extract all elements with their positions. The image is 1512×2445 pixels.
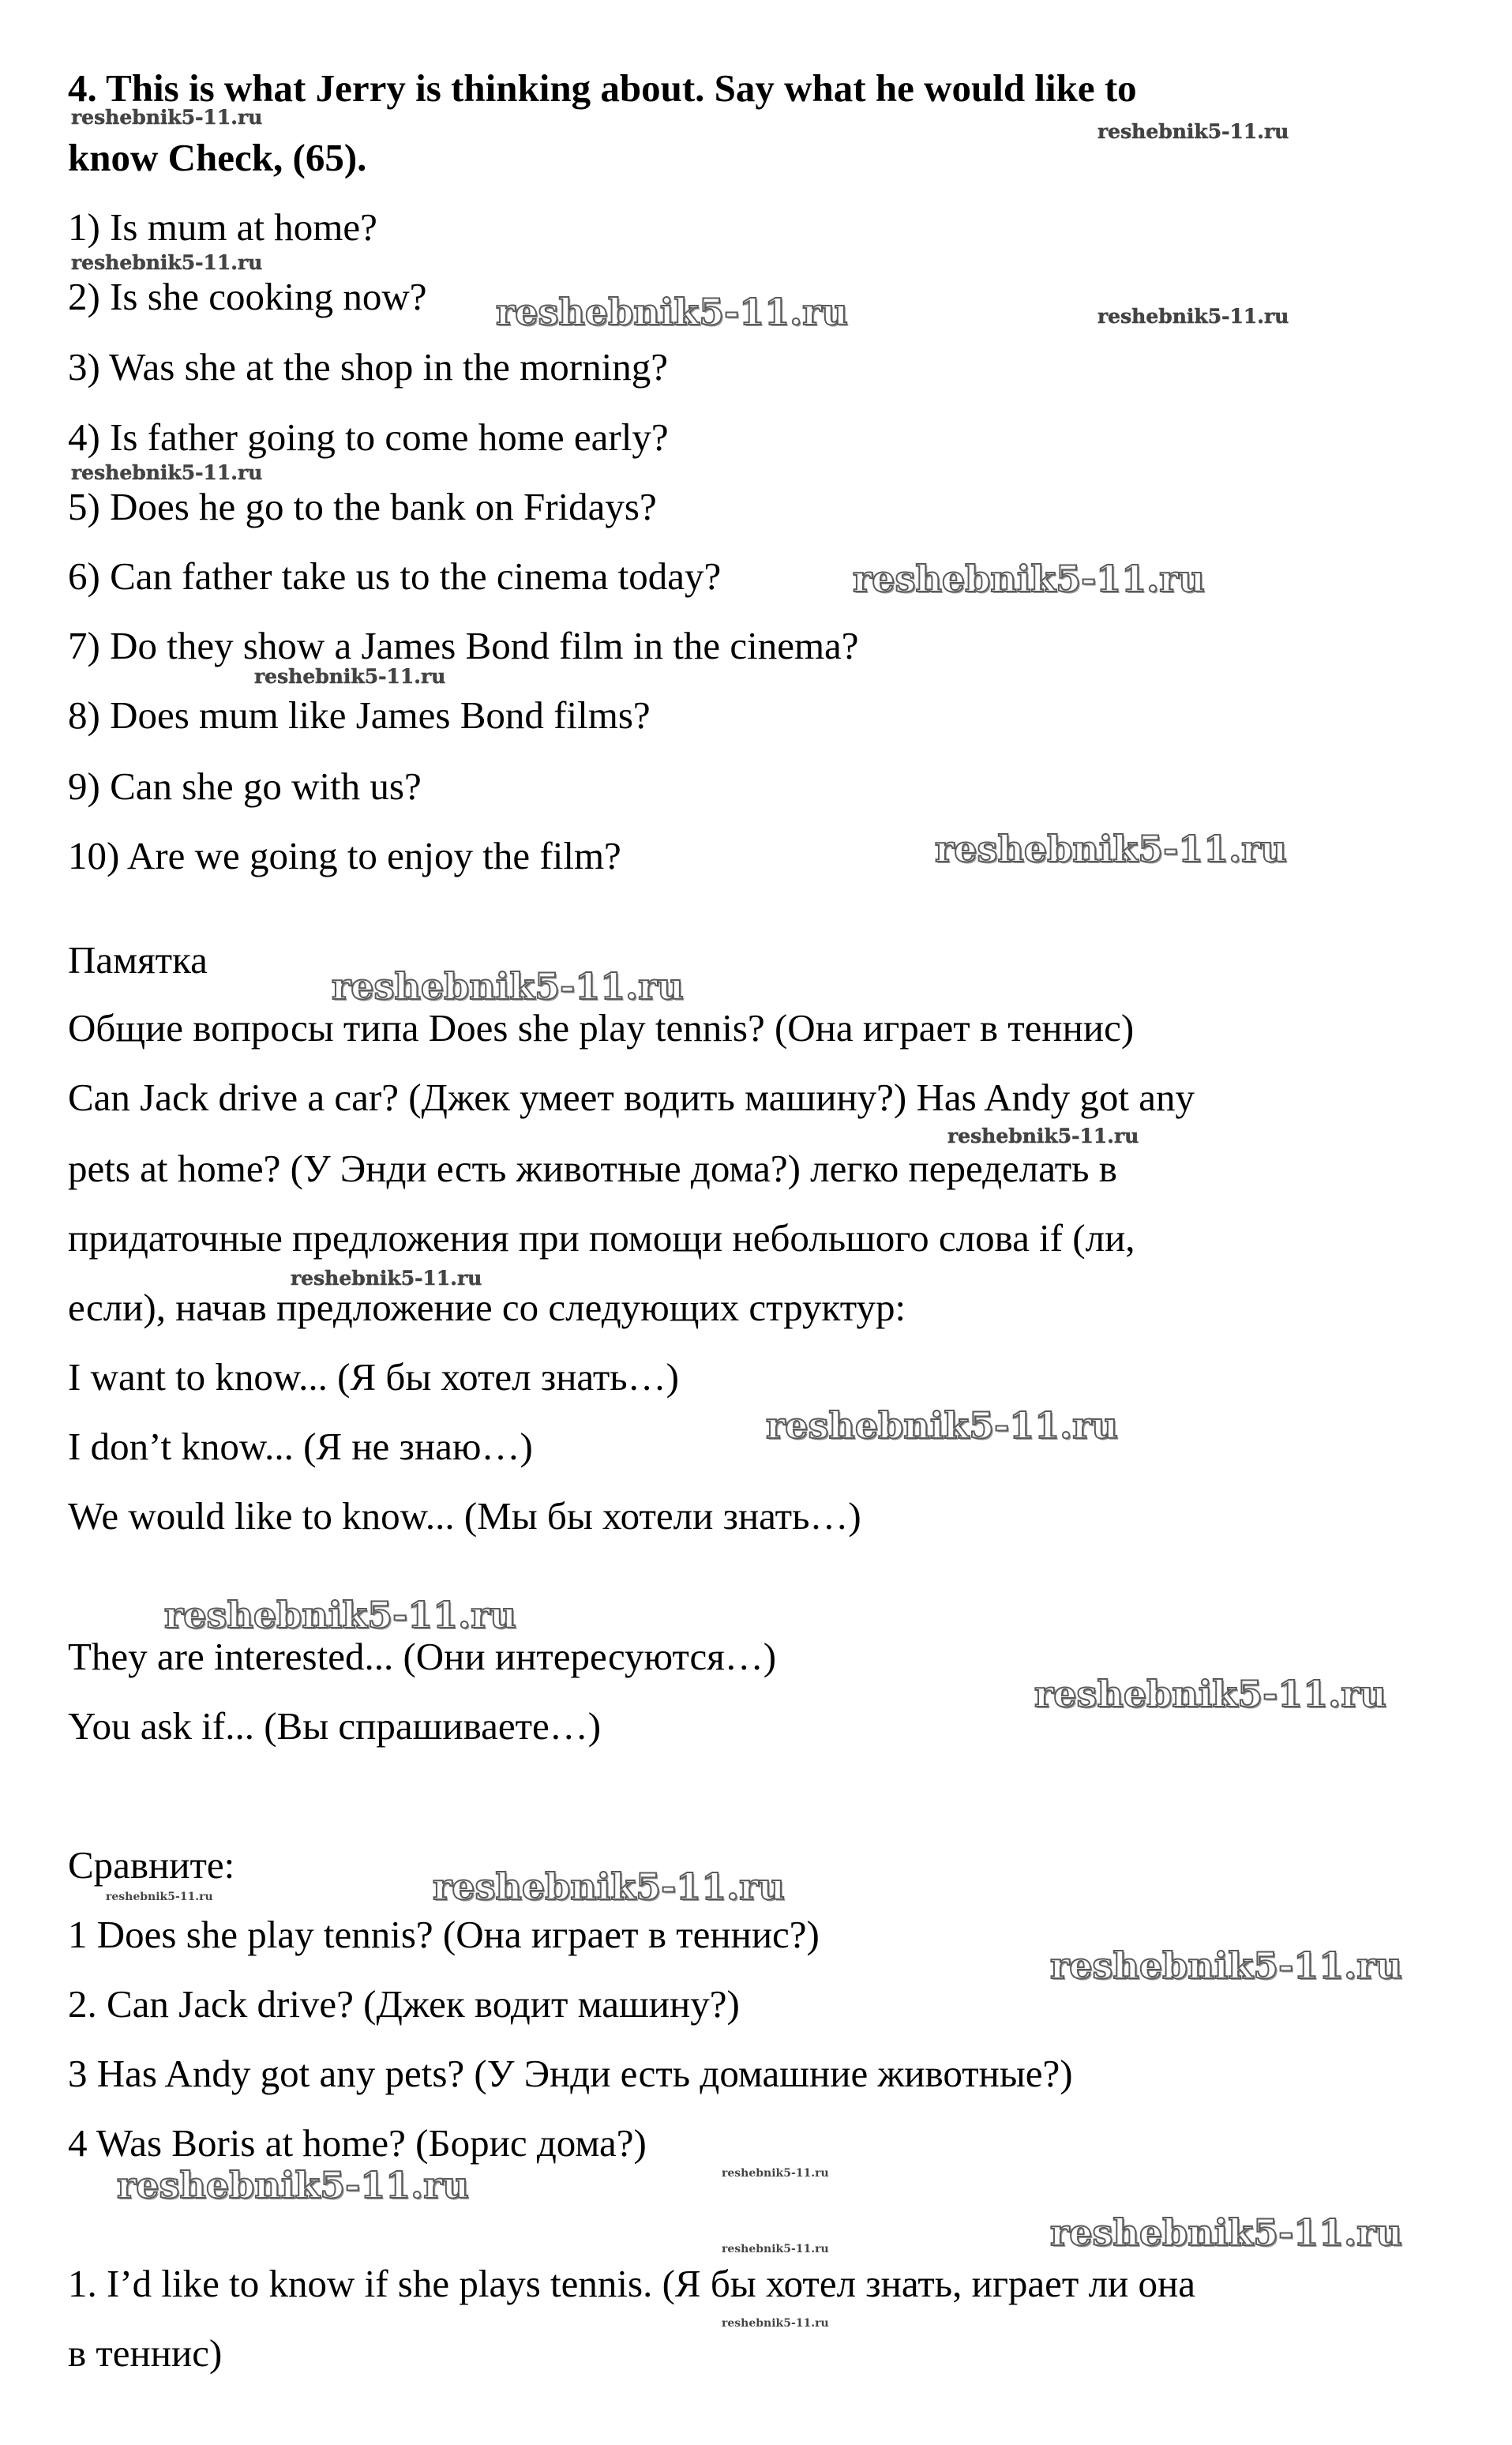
watermark: reshebnik5-11.ru xyxy=(1050,1944,1402,1987)
watermark: reshebnik5-11.ru xyxy=(291,1267,482,1290)
watermark: reshebnik5-11.ru xyxy=(106,1891,213,1903)
memo-line-6: I want to know... (Я бы хотел знать…) xyxy=(68,1355,679,1399)
question-7: 7) Do they show a James Bond film in the cinema? xyxy=(68,624,859,667)
watermark: reshebnik5-11.ru xyxy=(853,558,1205,600)
exercise-heading-line2: know Check, (65). xyxy=(68,136,367,179)
compare-line-4: 4 Was Boris at home? (Борис дома?) xyxy=(68,2121,647,2165)
compare-line-2: 2. Can Jack drive? (Джек водит машину?) xyxy=(68,1982,740,2026)
compare-line-3: 3 Has Andy got any pets? (У Энди есть домашние животные?) xyxy=(68,2052,1073,2095)
watermark: reshebnik5-11.ru xyxy=(71,461,263,484)
watermark: reshebnik5-11.ru xyxy=(935,828,1287,870)
question-3: 3) Was she at the shop in the morning? xyxy=(68,345,668,389)
watermark: reshebnik5-11.ru xyxy=(722,2167,829,2180)
question-6: 6) Can father take us to the cinema today? xyxy=(68,554,722,598)
watermark: reshebnik5-11.ru xyxy=(947,1125,1139,1147)
question-5: 5) Does he go to the bank on Fridays? xyxy=(68,485,657,528)
question-9: 9) Can she go with us? xyxy=(68,764,422,808)
memo-line-7: I don’t know... (Я не знаю…) xyxy=(68,1425,533,1468)
memo-line-2: Can Jack drive a car? (Джек умеет водить машину?) Has Andy got any xyxy=(68,1076,1195,1119)
answer-line-1: 1. I’d like to know if she plays tennis. (Я бы хотел знать, играет ли она xyxy=(68,2262,1195,2305)
memo-line-10: You ask if... (Вы спрашиваете…) xyxy=(68,1704,602,1748)
watermark: reshebnik5-11.ru xyxy=(433,1865,785,1908)
watermark: reshebnik5-11.ru xyxy=(1050,2211,1402,2254)
memo-line-1: Общие вопросы типа Does she play tennis? (Она играет в теннис) xyxy=(68,1006,1135,1050)
watermark: reshebnik5-11.ru xyxy=(117,2164,469,2207)
memo-line-3: pets at home? (У Энди есть животные дома?) легко переделать в xyxy=(68,1147,1117,1190)
question-1: 1) Is mum at home? xyxy=(68,205,377,249)
memo-line-5: если), начав предложение со следующих структур: xyxy=(68,1286,906,1329)
watermark: reshebnik5-11.ru xyxy=(1034,1673,1386,1715)
watermark: reshebnik5-11.ru xyxy=(71,106,263,129)
watermark: reshebnik5-11.ru xyxy=(1097,120,1289,143)
memo-line-4: придаточные предложения при помощи небольшого слова if (ли, xyxy=(68,1216,1135,1260)
watermark: reshebnik5-11.ru xyxy=(332,965,684,1008)
compare-title: Сравните: xyxy=(68,1843,235,1887)
question-4: 4) Is father going to come home early? xyxy=(68,415,669,459)
exercise-heading-line1: 4. This is what Jerry is thinking about. Say what he would like to xyxy=(68,66,1137,110)
watermark: reshebnik5-11.ru xyxy=(164,1594,516,1636)
memo-title: Памятка xyxy=(68,938,208,982)
compare-line-1: 1 Does she play tennis? (Она играет в теннис?) xyxy=(68,1913,820,1956)
question-2: 2) Is she cooking now? xyxy=(68,275,427,318)
memo-line-9: They are interested... (Они интересуются…) xyxy=(68,1635,777,1678)
watermark: reshebnik5-11.ru xyxy=(1097,305,1289,328)
watermark: reshebnik5-11.ru xyxy=(496,291,848,333)
memo-line-8: We would like to know... (Мы бы хотели знать…) xyxy=(68,1494,861,1538)
question-8: 8) Does mum like James Bond films? xyxy=(68,693,651,737)
answer-line-2: в теннис) xyxy=(68,2331,223,2375)
watermark: reshebnik5-11.ru xyxy=(722,2243,829,2255)
watermark: reshebnik5-11.ru xyxy=(254,665,446,688)
question-10: 10) Are we going to enjoy the film? xyxy=(68,834,621,877)
watermark: reshebnik5-11.ru xyxy=(722,2317,829,2330)
watermark: reshebnik5-11.ru xyxy=(766,1404,1118,1447)
watermark: reshebnik5-11.ru xyxy=(71,251,263,274)
